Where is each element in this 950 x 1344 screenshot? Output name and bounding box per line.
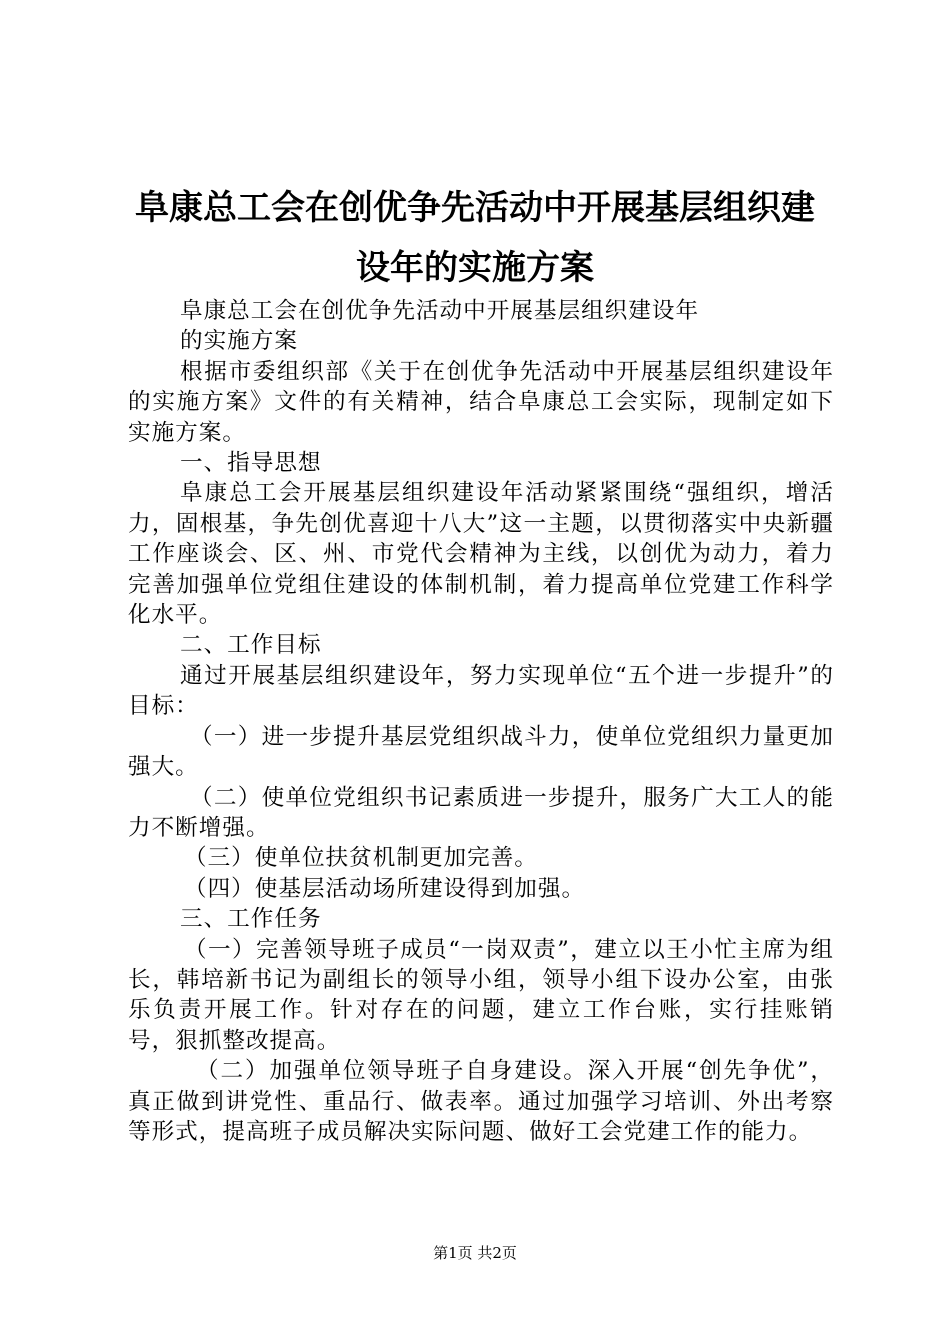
goal-item-1: （一）进一步提升基层党组织战斗力，使单位党组织力量更加强大。	[128, 723, 834, 781]
intro-paragraph: 根据市委组织部《关于在创优争先活动中开展基层组织建设年的实施方案》文件的有关精神，结合阜康总工会实际，现制定如下实施方案。	[128, 358, 834, 446]
work-goals-paragraph: 通过开展基层组织建设年，努力实现单位“五个进一步提升”的目标：	[128, 662, 834, 720]
subtitle-line-1: 阜康总工会在创优争先活动中开展基层组织建设年	[180, 298, 700, 324]
goal-item-3: （三）使单位扶贫机制更加完善。	[184, 845, 538, 872]
section-heading-guiding-thought: 一、指导思想	[180, 450, 322, 477]
section-heading-work-goals: 二、工作目标	[180, 632, 322, 659]
document-body	[128, 296, 834, 1147]
subtitle-line-2: 的实施方案	[180, 328, 298, 355]
document-title-line-2: 设年的实施方案	[356, 248, 594, 288]
task-item-2: （二）加强单位领导班子自身建设。深入开展“创先争优”，真正做到讲党性、重品行、做表率。通过加强学习培训、外出考察等形式，提高班子成员解决实际问题、做好工会党建工作的能力。	[128, 1058, 834, 1145]
document-title-line-1: 阜康总工会在创优争先活动中开展基层组织建	[135, 188, 815, 228]
goal-item-2: （二）使单位党组织书记素质进一步提升，服务广大工人的能力不断增强。	[128, 784, 834, 841]
section-heading-work-tasks: 三、工作任务	[180, 906, 322, 933]
guiding-thought-paragraph: 阜康总工会开展基层组织建设年活动紧紧围绕“强组织，增活力，固根基，争先创优喜迎十八大”这一主题，以贯彻落实中央新疆工作座谈会、区、州、市党代会精神为主线，以创优为动力，着力完善加强单位党组住建设的体制机制，着力提高单位党建工作科学化水平。	[128, 480, 834, 629]
page-footer: 第1页 共2页	[433, 1244, 517, 1262]
goal-item-4: （四）使基层活动场所建设得到加强。	[184, 875, 586, 902]
task-item-1: （一）完善领导班子成员“一岗双责”，建立以王小忙主席为组长，韩培新书记为副组长的领导小组，领导小组下设办公室，由张乐负责开展工作。针对存在的问题，建立工作台账，实行挂账销号，狠抓整改提高。	[128, 936, 834, 1054]
